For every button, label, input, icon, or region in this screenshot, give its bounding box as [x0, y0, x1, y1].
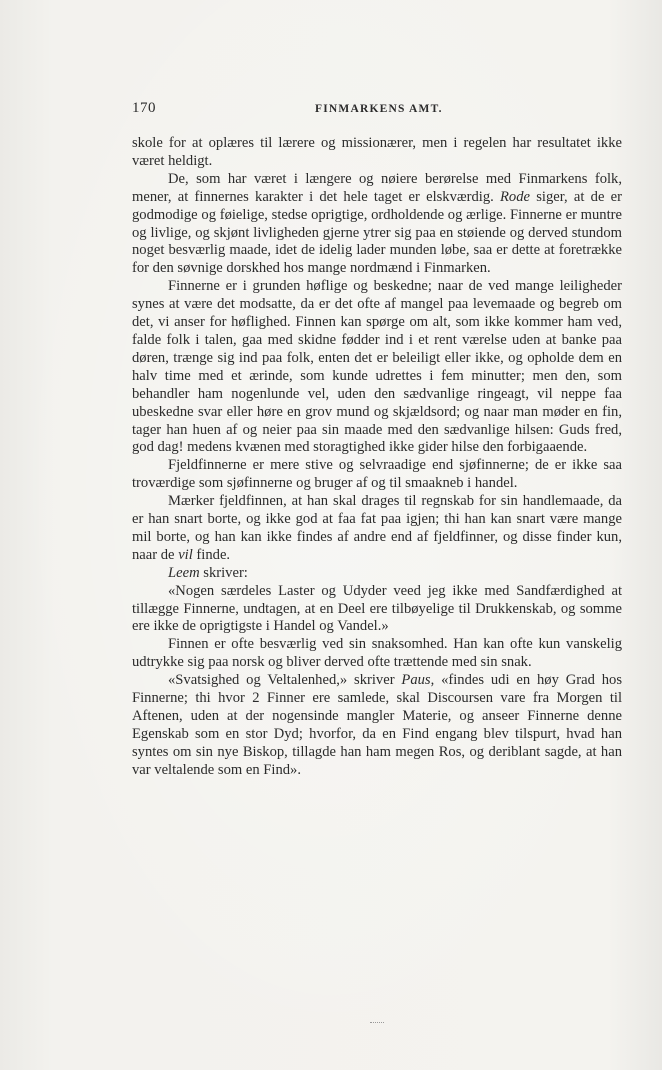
text-run: De, som har været i længere og nøiere berørelse med Finmarkens folk, mener, at finnernes karakter i det hele taget er elskværdig. [132, 170, 622, 205]
text-run: , «findes udi en høy Grad hos Finnerne; thi hvor 2 Finner ere samlede, skal Discoursen vare fra Morgen til Aftenen, uden at der nogensinde mangler Materie, og anseer Finnerne denne Egenskab som en stor Dyd; hvorfor, da en Find engang blev tilspurt, hvad han syntes om sin nye Biskop, tillagde han ham megen Ros, og deriblant sagde, at han var veltalende som en Find». [132, 672, 623, 778]
paragraph [132, 583, 622, 637]
text-run: Fjeldfinnerne er mere stive og selvraadige end sjøfinnerne; de er ikke saa troværdige som sjøfinnerne og bruger af og til smaakneb i handel. [132, 457, 622, 492]
text-run: Finnerne er i grunden høflige og beskedne; naar de ved mange leiligheder synes at være det modsatte, da er det ofte af mangel paa levemaade og begreb om det, vi anser for høflighed. Finnen kan spørge om alt, som ikke kommer ham ved, falde folk i talen, gaa med skidne fødder ind i et rent værelse uden at banke paa døren, trænge sig ind paa folk, enten det er beleiligt eller ikke, og opholde dem en halv time med et ærinde, som kunde udrettes i fem minutter; men den, som behandler ham nogenlunde vel, uden den sædvanlige ringeagt, vil neppe faa ubeskedne svar eller høre en grov mund og skjældsord; og naar man møder en fin, tager han huen af og neier paa sin maade med den sædvanlige hilsen: Guds fred, god dag! medens kvænen med storagtighed ikke gider hilse den forbigaaende. [132, 278, 622, 456]
page-number: 170 [132, 100, 156, 116]
text-run: skriver: [199, 564, 248, 581]
italic-text: Rode [500, 188, 531, 205]
paragraph [132, 636, 622, 672]
text-run: finde. [192, 546, 231, 563]
paragraph [132, 171, 622, 278]
text-run: skole for at oplæres til lærere og missionærer, men i regelen har resultatet ikke været heldigt. [132, 135, 622, 169]
page-header [132, 100, 622, 120]
text-run: Mærker fjeldfinnen, at han skal drages til regnskab for sin handlemaade, da er han snart borte, og ikke god at faa fat paa igjen; thi han kan snart være mange mil borte, og han kan ikke findes af andre end af fjeldfinner, og disse finder kun, naar de [132, 493, 622, 563]
paragraph [132, 135, 622, 171]
paragraph [132, 278, 622, 457]
running-title: FINMARKENS AMT. [315, 103, 443, 115]
footer-mark [370, 1022, 384, 1025]
body-text [132, 135, 622, 780]
paragraph [132, 457, 622, 493]
italic-text: Paus [401, 672, 431, 689]
text-run: «Nogen særdeles Laster og Udyder veed jeg ikke med Sandfærdighed at tillægge Finnerne, undtagen, at en Deel ere tilbøyelige til Drukkenskab, og somme ere ikke de oprigtigste i Handel og Vandel.» [132, 582, 622, 635]
paragraph [132, 493, 622, 565]
text-run: Finnen er ofte besværlig ved sin snaksomhed. Han kan ofte kun vanskelig udtrykke sig paa norsk og bliver derved ofte trættende med sin snak. [132, 636, 622, 671]
italic-text: Leem [168, 564, 200, 581]
text-run: «Svatsighed og Veltalenhed,» skriver [168, 672, 402, 689]
paragraph [132, 565, 622, 583]
text-run: siger, at de er godmodige og føielige, stedse oprigtige, ordholdende og ærlige. Finnerne er muntre og livlige, og skjønt livligheden gjerne ytrer sig paa en støiende og derved stundom noget besværlig maade, idet de idelig lader munden løbe, saa er dette at foretrække for den søvnige dorskhed hos mange nordmænd i Finmarken. [132, 188, 622, 277]
italic-text: vil [178, 546, 193, 563]
paragraph [132, 672, 622, 779]
